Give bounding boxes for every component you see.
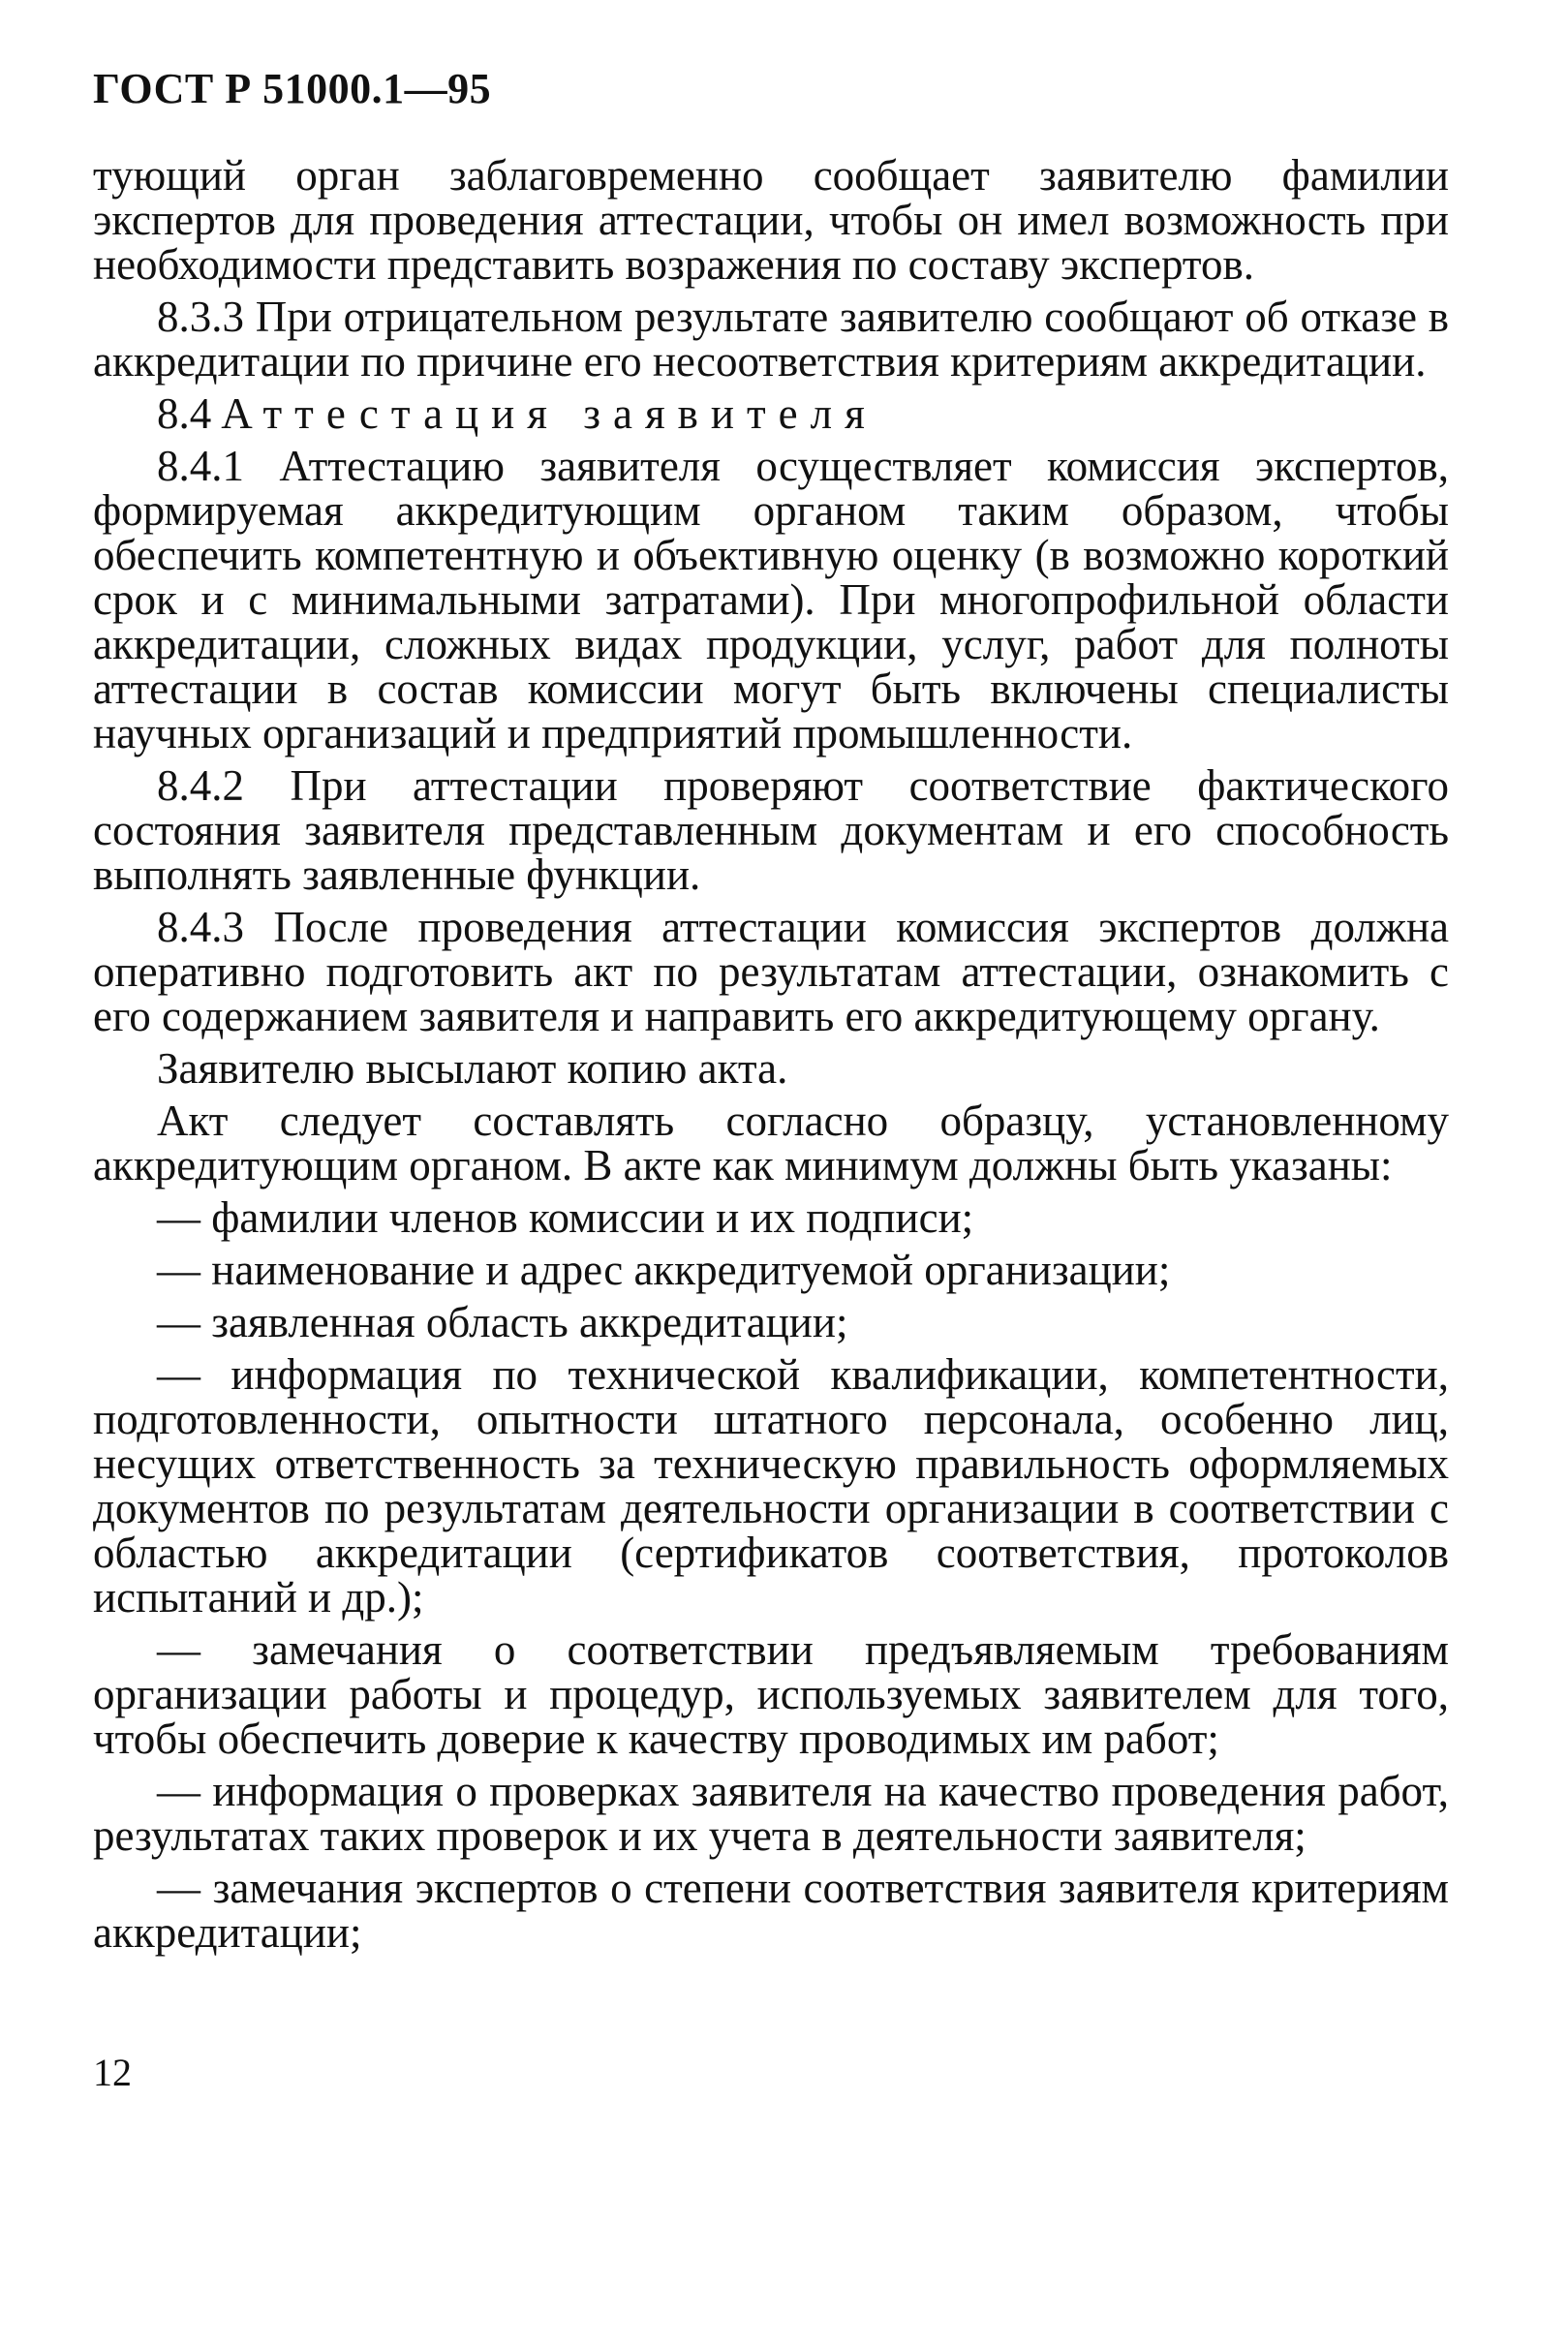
list-item: — заявленная область аккредитации; bbox=[157, 1298, 848, 1346]
list-item: — замечания экспертов о степени соответствия заявителя критериям аккредитации; bbox=[93, 1864, 1449, 1957]
paragraph-continuation: тующий орган заблаговременно сообщает заявителю фамилии экспертов для проведения аттестации, чтобы он имел возможность при необходимости представить возражения по составу экспертов. bbox=[93, 151, 1449, 289]
section-title: Аттестация заявителя bbox=[221, 389, 877, 438]
paragraph-act-requirements: Акт следует составлять согласно образцу, установленному аккредитующим органом. В акте как минимум должны быть указаны: bbox=[93, 1097, 1449, 1189]
paragraph-8-3-3: 8.3.3 При отрицательном результате заявителю сообщают об отказе в аккредитации по причине его несоответствия критериям аккредитации. bbox=[93, 293, 1449, 386]
paragraph-8-4-2: 8.4.2 При аттестации проверяют соответствие фактического состояния заявителя представленным документам и его способность выполнять заявленные функции. bbox=[93, 761, 1449, 899]
paragraph-copy-of-act: Заявителю высылают копию акта. bbox=[157, 1044, 788, 1093]
list-item: — наименование и адрес аккредитуемой организации; bbox=[157, 1246, 1171, 1294]
page-number: 12 bbox=[93, 2051, 132, 2094]
list-item: — фамилии членов комиссии и их подписи; bbox=[157, 1193, 974, 1242]
paragraph-8-4-3: 8.4.3 После проведения аттестации комиссия экспертов должна оперативно подготовить акт по результатам аттестации, ознакомить с его содержанием заявителя и направить его аккредитующему органу. bbox=[93, 903, 1449, 1040]
list-item: — замечания о соответствии предъявляемым требованиям организации работы и процедур, используемых заявителем для того, чтобы обеспечить доверие к качеству проводимых им работ; bbox=[93, 1625, 1449, 1763]
document-body bbox=[93, 153, 1449, 1962]
list-item: — информация о проверках заявителя на качество проведения работ, результатах таких проверок и их учета в деятельности заявителя; bbox=[93, 1767, 1449, 1860]
paragraph-8-4-1: 8.4.1 Аттестацию заявителя осуществляет комиссия экспертов, формируемая аккредитующим органом таким образом, чтобы обеспечить компетентную и объективную оценку (в возможно короткий срок и с минимальными затратами). При многопрофильной области аккредитации, сложных видах продукции, услуг, работ для полноты аттестации в состав комиссии могут быть включены специалисты научных организаций и предприятий промышленности. bbox=[93, 442, 1449, 757]
section-heading-8-4 bbox=[93, 391, 1449, 436]
list-item: — информация по технической квалификации, компетентности, подготовленности, опытности штатного персонала, особенно лиц, несущих ответственность за техническую правильность оформляемых документов по результатам деятельности организации в соответствии с областью аккредитации (сертификатов соответствия, протоколов испытаний и др.); bbox=[93, 1350, 1449, 1622]
document-code-header: ГОСТ Р 51000.1—95 bbox=[93, 65, 492, 112]
section-number: 8.4 bbox=[157, 389, 212, 438]
